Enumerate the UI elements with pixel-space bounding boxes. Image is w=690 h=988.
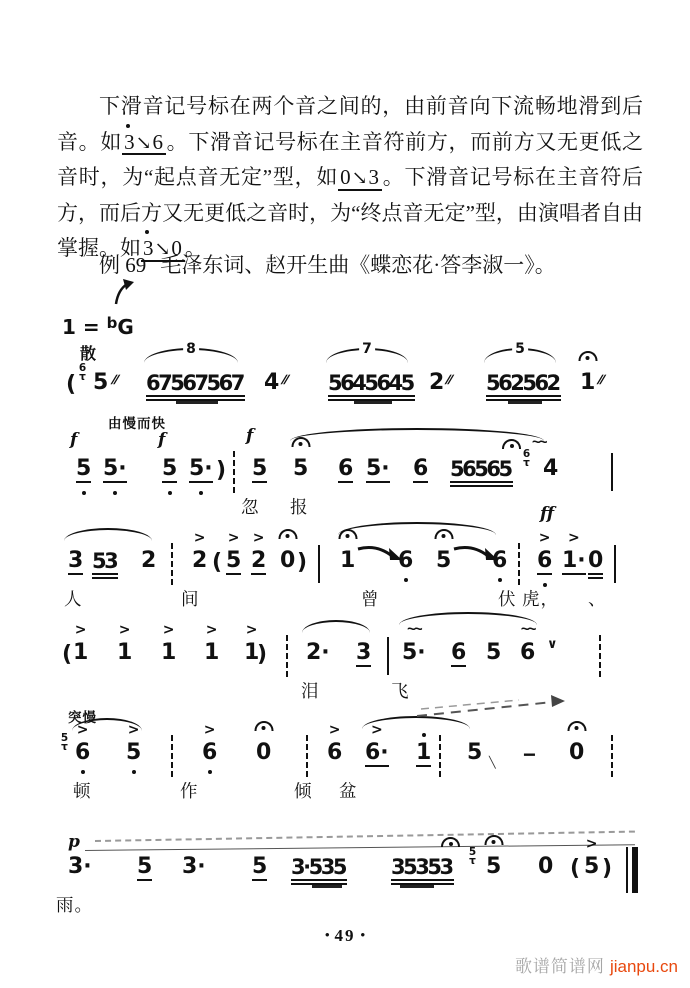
note-digit: 1: [580, 370, 596, 395]
note: [137, 856, 152, 881]
note-digit: 2: [251, 548, 267, 573]
note: [436, 550, 451, 572]
note: [75, 722, 91, 765]
fermata-mark: [441, 834, 460, 852]
note-digit: 2: [141, 548, 157, 573]
lyric-char: 忽: [241, 497, 260, 517]
lyric-char: 雨。: [56, 895, 93, 915]
note: [486, 372, 561, 397]
note: [251, 530, 267, 575]
run-underline-mark: [508, 401, 542, 404]
fermata-arc: [567, 721, 586, 731]
note-digit: 5·: [103, 458, 127, 483]
low-octave-dot: [168, 491, 172, 495]
low-octave-dot: [132, 770, 136, 774]
note-digit: 6: [413, 456, 429, 481]
fermata-arc: [434, 529, 453, 539]
note: [429, 372, 444, 394]
accent-mark: >: [245, 622, 258, 638]
note: [562, 530, 586, 575]
note: [538, 856, 553, 878]
note: [92, 550, 118, 575]
accent-mark: >: [118, 622, 131, 638]
glissando-example: [122, 131, 166, 156]
note: [402, 621, 426, 665]
paragraph-text: 。: [184, 236, 206, 260]
tuplet-arc: [326, 341, 408, 363]
note: [68, 856, 92, 878]
note: [450, 458, 513, 483]
note-digit: 6: [451, 640, 467, 665]
note: [416, 742, 431, 767]
slide-mark: ╲: [489, 757, 496, 769]
lyric-char: 报: [290, 497, 309, 517]
grace-note: [466, 848, 479, 866]
dashed-barline: [518, 543, 520, 585]
barline: [614, 545, 616, 583]
note-digit: 6: [338, 456, 354, 481]
note-digit: 4: [264, 370, 280, 395]
tuplet-arc: [144, 341, 238, 363]
note: [492, 550, 507, 572]
page-number-bullet: •: [360, 927, 366, 942]
run-underline-mark: [312, 885, 342, 888]
long-slur-line: [85, 844, 635, 851]
note-digit: 3·: [182, 854, 206, 879]
watermark-site-name: 歌谱简谱网: [514, 957, 605, 976]
note-digit: 5: [252, 854, 268, 879]
note: [117, 622, 133, 665]
paragraph-text: 。下滑音记号标在主音符前方，而前方又无更低之音时，为“起点音无定”型，如: [57, 129, 644, 189]
watermark: [515, 952, 678, 977]
tremolo-mark: //: [280, 372, 289, 387]
note: [520, 621, 536, 665]
note: [126, 722, 142, 765]
key-letter: G: [117, 315, 134, 339]
fermata-mark: [291, 435, 310, 451]
parenthesis: ): [602, 856, 613, 881]
parenthesis: ): [216, 458, 227, 483]
mordent-mark: ~~: [520, 621, 535, 638]
note-digit: 6: [520, 640, 536, 665]
parenthesis: ): [257, 642, 268, 667]
parenthesis: (: [570, 856, 581, 881]
note: [451, 642, 466, 667]
note: [192, 530, 208, 573]
note: [340, 550, 355, 572]
note-digit: 1: [161, 640, 177, 665]
note: [486, 642, 501, 664]
accent-mark: >: [205, 622, 218, 638]
accent-mark: >: [193, 530, 206, 546]
slur: [302, 620, 370, 633]
parenthesis: (: [66, 372, 77, 397]
parenthesis: (: [62, 642, 73, 667]
accent-mark: >: [127, 722, 140, 738]
note-digit: 6: [492, 550, 507, 572]
note: [306, 642, 330, 664]
upward-glissando-arrow-icon: [110, 278, 136, 313]
note-digit: 5·: [189, 458, 213, 483]
example-title: 毛泽东词、赵开生曲《蝶恋花·答李淑一》。: [160, 253, 556, 277]
accent-mark: >: [203, 722, 216, 738]
note: [204, 622, 220, 665]
high-octave-dot: [145, 230, 149, 234]
note-digit: 35353: [391, 855, 452, 879]
note-digit: 0: [280, 548, 296, 573]
note-digit: 6: [327, 740, 343, 765]
down-gliss-arrow-icon: ↘: [135, 132, 152, 154]
note-digit: 5·: [366, 456, 390, 481]
fermata-arc: [484, 835, 503, 845]
note-digit: 6: [537, 550, 552, 575]
note-digit: 5·: [402, 640, 426, 665]
dynamic-marking: p: [68, 832, 80, 852]
note-digit: 0: [256, 740, 272, 765]
note: [76, 458, 91, 483]
lyric-char: 人: [64, 589, 83, 609]
accent-mark: >: [370, 722, 383, 738]
grace-digit: 6: [522, 448, 531, 460]
accent-mark: >: [74, 622, 87, 638]
accent-mark: >: [252, 530, 265, 546]
lyric-char: 顿: [73, 781, 92, 801]
note: [584, 836, 600, 879]
long-dashed-line: [95, 831, 635, 842]
paragraph-text: 下滑音记号标在两个音之间的，由前音向下流畅地滑到后音。如: [57, 94, 643, 154]
barline: [611, 453, 613, 491]
fermata-mark: [278, 527, 297, 543]
note-digit: 5: [486, 854, 502, 879]
high-octave-dot: [126, 124, 130, 128]
note-digit: 1: [73, 640, 89, 665]
tremolo-mark: //: [596, 372, 605, 387]
accent-mark: >: [162, 622, 175, 638]
note-digit: 56565: [450, 457, 511, 481]
note: [467, 742, 482, 764]
gliss-from-note: 0: [340, 165, 351, 189]
note: [543, 458, 558, 480]
grace-digit: 6: [78, 362, 87, 374]
note-digit: 6·: [365, 740, 389, 765]
note-digit: 5: [252, 456, 268, 481]
note: [338, 458, 353, 483]
dashed-barline: [233, 451, 235, 493]
lyric-char: 盆: [339, 781, 358, 801]
note-digit: 4: [543, 456, 559, 481]
gliss-to-note: 3: [368, 165, 380, 189]
note-digit: 3: [356, 640, 372, 665]
flat-sign: b: [106, 314, 118, 332]
paragraph-text: 。下滑音记号标在主音符后方，而后方又无更低之音时，为“终点音无定”型，由演唱者自由掌握。如: [57, 165, 644, 260]
note: [252, 458, 267, 483]
note: [252, 856, 267, 881]
run-underline-mark: [400, 885, 434, 888]
page-number-bullet: •: [324, 927, 330, 942]
grace-hook: τ: [469, 855, 476, 867]
lyric-char: 作: [180, 781, 199, 801]
down-glissando-arrow-icon: [356, 544, 402, 571]
fermata-mark: [338, 527, 357, 543]
lyric-char: 、: [588, 589, 607, 609]
accent-mark: >: [567, 530, 580, 546]
note: [327, 722, 343, 765]
note: [146, 372, 245, 397]
lyric-char: 伏: [498, 589, 517, 609]
note-digit: 1: [117, 640, 133, 665]
note-digit: 1: [340, 548, 356, 573]
note-digit: 0: [588, 548, 604, 573]
grace-note: [520, 450, 533, 468]
note: [280, 550, 295, 572]
fermata-mark: [434, 527, 453, 543]
barline: [387, 637, 389, 675]
note-digit: 3·: [68, 854, 92, 879]
note-digit: 67567567: [146, 371, 243, 395]
paragraph: [57, 89, 643, 267]
low-octave-dot: [113, 491, 117, 495]
high-octave-dot: [422, 733, 426, 737]
note-digit: 0: [538, 854, 554, 879]
grace-note: [76, 364, 89, 382]
grace-note: [58, 734, 71, 752]
lyric-char: 倾: [294, 781, 313, 801]
tremolo-mark: //: [110, 372, 119, 387]
note-digit: 3·535: [291, 855, 345, 879]
fermata-arc: [502, 439, 521, 449]
note: [366, 458, 390, 483]
note: [413, 458, 428, 483]
note: [93, 372, 108, 394]
parenthesis: (: [212, 550, 223, 575]
note-digit: 0: [569, 740, 585, 765]
note-digit: 5: [126, 742, 141, 764]
note-digit: 1: [204, 640, 220, 665]
note: [580, 372, 595, 394]
note: [588, 550, 603, 575]
note-digit: 5: [584, 854, 600, 879]
down-gliss-arrow-icon: ↘: [351, 168, 368, 189]
note-digit: 2·: [306, 640, 330, 665]
dashed-up-arrow-icon: [415, 692, 565, 725]
note: [356, 642, 371, 667]
note: [365, 722, 389, 767]
note: [68, 550, 83, 575]
note-digit: 5: [76, 458, 91, 483]
note: [328, 372, 415, 397]
note-digit: 2: [192, 548, 208, 573]
fermata-arc: [291, 437, 310, 447]
accent-mark: >: [585, 836, 598, 852]
note: [486, 856, 501, 878]
note-digit: 5: [93, 370, 109, 395]
note-digit: 5645645: [328, 371, 413, 395]
mordent-mark: ~~: [532, 434, 546, 451]
barline: [318, 545, 320, 583]
lyric-char: 泪: [301, 681, 320, 701]
note-digit: 6: [202, 742, 217, 764]
dashed-barline: [599, 635, 601, 677]
note-digit: 562562: [486, 371, 559, 395]
low-octave-dot: [82, 491, 86, 495]
dynamic-marking: f: [246, 426, 254, 446]
note: [182, 856, 206, 878]
dashed-barline: [611, 735, 613, 777]
lyric-char: 飞: [391, 681, 410, 701]
example-caption: [57, 249, 643, 279]
fermata-arc: [254, 721, 273, 731]
note: [162, 458, 177, 483]
low-octave-dot: [199, 491, 203, 495]
grace-hook: τ: [79, 371, 86, 383]
low-octave-dot: [404, 578, 408, 582]
note-digit: 5: [293, 456, 309, 481]
run-underline-mark: [176, 401, 218, 404]
note: [537, 530, 553, 575]
low-octave-dot: [208, 770, 212, 774]
dashed-barline: [286, 635, 288, 677]
gliss-to-note: 6: [152, 129, 163, 154]
note-digit: 6: [75, 742, 90, 764]
note: [569, 742, 584, 764]
note-digit: 3: [68, 548, 84, 573]
slur: [338, 522, 496, 535]
lyric-char: 曾: [361, 589, 380, 609]
note: [256, 742, 271, 764]
gliss-from-note: 3: [124, 129, 135, 154]
dynamic-marking: ff: [540, 504, 555, 524]
accent-mark: >: [538, 530, 551, 546]
final-barline: [626, 847, 638, 893]
dashed-barline: [306, 735, 308, 777]
breath-mark: ∨: [547, 636, 558, 651]
note-digit: 1·: [562, 548, 586, 573]
fermata-arc: [338, 529, 357, 539]
grace-hook: τ: [61, 741, 68, 753]
note: [161, 622, 177, 665]
accent-mark: >: [328, 722, 341, 738]
dynamic-marking: f: [158, 430, 166, 450]
duration-dash: −: [523, 742, 536, 767]
note-digit: 6: [398, 550, 413, 572]
tempo-text: 突慢: [68, 710, 97, 725]
tuplet-arc: [484, 341, 556, 363]
note: [202, 722, 218, 765]
note-digit: 5: [486, 640, 502, 665]
page-number-value: 49: [334, 926, 356, 945]
fermata-arc: [278, 529, 297, 539]
note: [391, 856, 454, 881]
note-digit: 53: [92, 549, 117, 573]
note-digit: 2: [429, 370, 445, 395]
note: [398, 550, 413, 572]
tempo-text: 由慢而快: [108, 416, 166, 431]
accent-mark: >: [76, 722, 89, 738]
note: [264, 372, 279, 394]
gliss-to-note: 0: [171, 236, 182, 260]
glissando-example: [338, 166, 382, 191]
dashed-barline: [171, 735, 173, 777]
note-digit: 5: [226, 548, 242, 573]
low-octave-dot: [498, 578, 502, 582]
dashed-barline: [439, 735, 441, 777]
note-digit: 5: [137, 854, 153, 879]
page-number: [0, 926, 690, 946]
down-gliss-arrow-icon: ↘: [154, 239, 171, 260]
key-signature: [62, 314, 134, 339]
parenthesis: ): [297, 550, 308, 575]
mordent-mark: ~~: [407, 621, 421, 638]
note: [189, 458, 213, 483]
fermata-mark: [484, 833, 503, 849]
note-digit: 1: [244, 640, 260, 665]
slur: [64, 528, 152, 541]
tremolo-mark: //: [444, 372, 453, 387]
gliss-from-note: 3: [143, 236, 154, 260]
note: [226, 530, 242, 575]
grace-hook: τ: [523, 457, 530, 469]
grace-digit: 5: [60, 732, 69, 744]
run-underline-mark: [354, 401, 392, 404]
note: [141, 550, 156, 572]
lyric-char: 虎，: [522, 589, 559, 609]
tuplet-number: 8: [183, 341, 199, 357]
fermata-arc: [441, 837, 460, 847]
note-digit: 1: [416, 742, 431, 767]
accent-mark: >: [227, 530, 240, 546]
fermata-mark: [502, 436, 521, 454]
dynamic-marking: f: [70, 430, 78, 450]
note-digit: 5: [162, 458, 177, 483]
dashed-barline: [171, 543, 173, 585]
grace-digit: 5: [468, 846, 477, 858]
tuplet-number: 7: [359, 341, 375, 357]
fermata-mark: [254, 719, 273, 735]
example-number: 例 69: [99, 253, 147, 277]
watermark-site-url: jianpu.cn: [609, 957, 678, 976]
fermata-mark: [578, 349, 597, 365]
key-prefix: 1 =: [62, 315, 107, 339]
note: [293, 458, 308, 480]
tuplet-number: 5: [512, 341, 528, 357]
low-octave-dot: [81, 770, 85, 774]
note: [291, 856, 347, 881]
fermata-mark: [567, 719, 586, 735]
tempo-marking: 散: [80, 346, 97, 363]
note: [103, 458, 127, 483]
lyric-char: 间: [181, 589, 200, 609]
note: [73, 622, 89, 665]
fermata-arc: [578, 351, 597, 361]
note-digit: 5: [467, 740, 483, 765]
note-digit: 5: [436, 548, 452, 573]
